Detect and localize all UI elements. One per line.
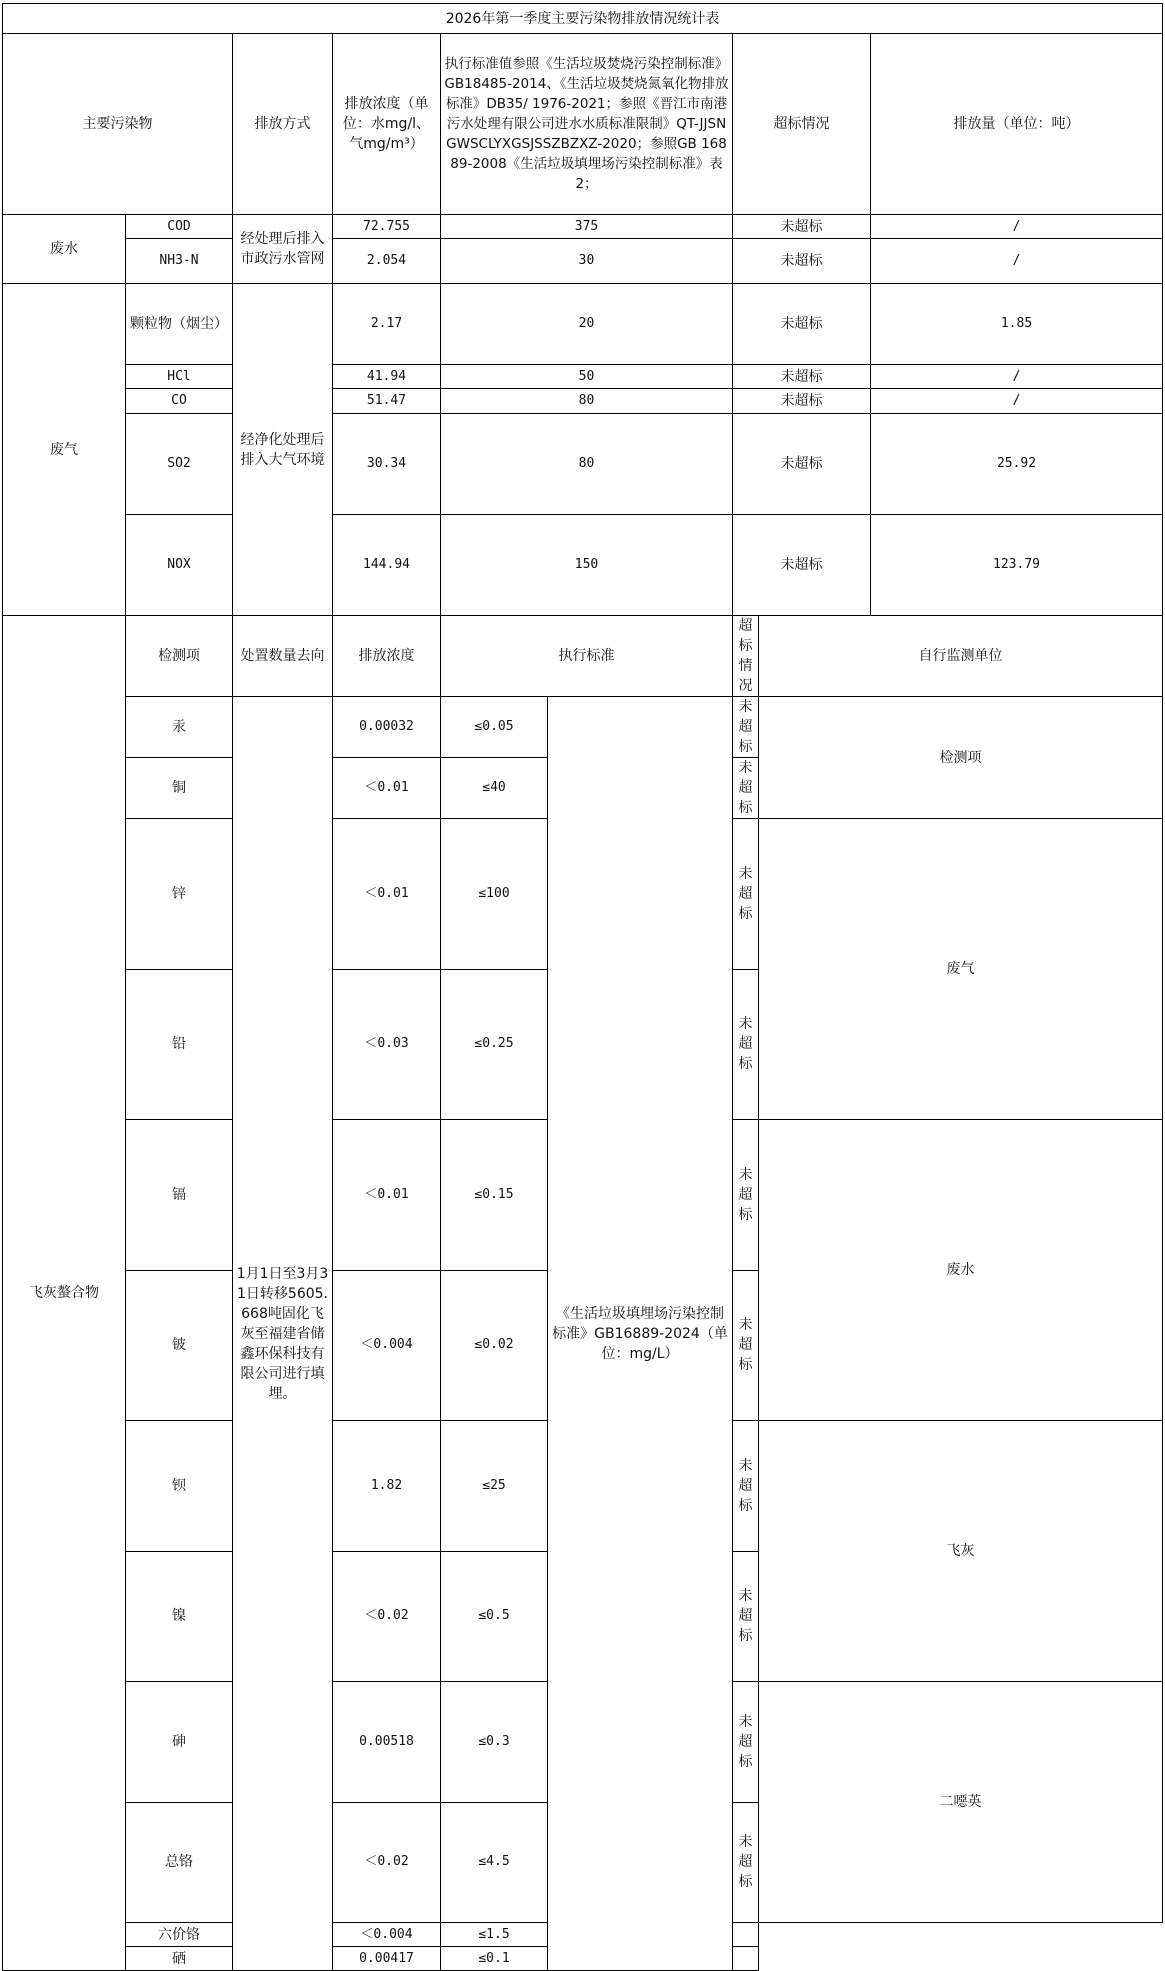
concentration-value: 72.755 [333,215,441,239]
flyash-item: 铜 [126,758,233,819]
flyash-item: 镍 [126,1551,233,1682]
flyash-item: 铅 [126,969,233,1120]
flyash-conc: ＜0.03 [333,969,441,1120]
flyash-standard: 《生活垃圾填埋场污染控制标准》GB16889-2024（单位：mg/L） [548,697,733,1971]
flyash-status: 未超标 [733,819,759,970]
monitor-item: 飞灰 [759,1421,1163,1682]
flyash-status: 未超标 [733,969,759,1120]
header-pollutant: 主要污染物 [3,34,233,215]
monitor-item: 废气 [759,819,1163,1120]
flyash-status: 未超标 [733,1551,759,1682]
flyash-col-exceed: 超标情况 [733,616,759,697]
table-title: 2026年第一季度主要污染物排放情况统计表 [3,4,1163,34]
flyash-conc: 0.00518 [333,1682,441,1803]
flyash-conc: ＜0.01 [333,758,441,819]
flyash-conc: 0.00417 [333,1947,441,1971]
pollutant-item: COD [126,215,233,239]
flyash-conc: 0.00032 [333,697,441,758]
amount-value: 25.92 [871,414,1163,515]
exceed-status: 未超标 [733,284,871,365]
flyash-limit: ≤0.1 [441,1947,548,1971]
concentration-value: 2.054 [333,239,441,284]
flyash-limit: ≤40 [441,758,548,819]
flyash-status [733,1947,759,1971]
flyash-item: 镉 [126,1120,233,1271]
flyash-limit: ≤0.5 [441,1551,548,1682]
concentration-value: 2.17 [333,284,441,365]
exceed-status: 未超标 [733,515,871,616]
flyash-conc: ＜0.004 [333,1923,441,1947]
category-flyash: 飞灰螯合物 [3,616,126,1971]
flyash-limit: ≤0.05 [441,697,548,758]
amount-value: / [871,239,1163,284]
wastewater-method: 经处理后排入市政污水管网 [233,215,333,284]
flyash-status: 未超标 [733,1120,759,1271]
flyash-conc: ＜0.01 [333,1120,441,1271]
pollutant-item: SO2 [126,414,233,515]
flyash-item: 六价铬 [126,1923,233,1947]
category-exhaust: 废气 [3,284,126,616]
flyash-item: 汞 [126,697,233,758]
flyash-col-item: 检测项 [126,616,233,697]
flyash-status [733,1923,759,1947]
exceed-status: 未超标 [733,239,871,284]
flyash-conc: ＜0.02 [333,1551,441,1682]
flyash-status: 未超标 [733,758,759,819]
standard-value: 375 [441,215,733,239]
flyash-item: 总铬 [126,1802,233,1923]
flyash-limit: ≤0.02 [441,1270,548,1421]
header-exceed: 超标情况 [733,34,871,215]
amount-value: / [871,365,1163,389]
category-wastewater: 废水 [3,215,126,284]
flyash-col-conc: 排放浓度 [333,616,441,697]
flyash-col-monitor: 自行监测单位 [759,616,1163,697]
flyash-conc: ＜0.01 [333,819,441,970]
flyash-status: 未超标 [733,1682,759,1803]
flyash-col-std: 执行标准 [441,616,733,697]
pollutant-item: CO [126,389,233,414]
standard-value: 80 [441,389,733,414]
flyash-item: 砷 [126,1682,233,1803]
flyash-limit: ≤4.5 [441,1802,548,1923]
monitor-item: 废水 [759,1120,1163,1421]
standard-value: 80 [441,414,733,515]
flyash-status: 未超标 [733,1270,759,1421]
standard-value: 30 [441,239,733,284]
flyash-limit: ≤1.5 [441,1923,548,1947]
exceed-status: 未超标 [733,389,871,414]
flyash-item: 铍 [126,1270,233,1421]
pollutant-item: NOX [126,515,233,616]
pollutant-item: 颗粒物（烟尘） [126,284,233,365]
header-standard: 执行标准值参照《生活垃圾焚烧污染控制标准》GB18485-2014、《生活垃圾焚烧氮氧化物排放标准》DB35/ 1976-2021；参照《晋江市南港污水处理有限公司进水水质标准限制》QT-JJSNGWSCLYXGSJSSZBZXZ-2020；参照GB 16889-2008《生活垃圾填埋场污染控制标准》表2； [441,34,733,215]
header-concentration: 排放浓度（单位：水mg/l、气mg/m³） [333,34,441,215]
flyash-item: 钡 [126,1421,233,1552]
concentration-value: 144.94 [333,515,441,616]
pollutant-item: NH3-N [126,239,233,284]
flyash-status: 未超标 [733,1802,759,1923]
flyash-disposal: 1月1日至3月31日转移5605.668吨固化飞灰至福建省储鑫环保科技有限公司进行填埋。 [233,697,333,1971]
exceed-status: 未超标 [733,215,871,239]
flyash-item: 锌 [126,819,233,970]
exceed-status: 未超标 [733,365,871,389]
flyash-col-disposal: 处置数量去向 [233,616,333,697]
flyash-conc: 1.82 [333,1421,441,1552]
exhaust-method: 经净化处理后排入大气环境 [233,284,333,616]
concentration-value: 41.94 [333,365,441,389]
amount-value: 123.79 [871,515,1163,616]
flyash-limit: ≤0.25 [441,969,548,1120]
flyash-conc: ＜0.02 [333,1802,441,1923]
flyash-limit: ≤0.3 [441,1682,548,1803]
header-method: 排放方式 [233,34,333,215]
amount-value: / [871,215,1163,239]
monitor-empty [759,1923,1163,1971]
flyash-conc: ＜0.004 [333,1270,441,1421]
flyash-status: 未超标 [733,1421,759,1552]
standard-value: 20 [441,284,733,365]
concentration-value: 30.34 [333,414,441,515]
standard-value: 150 [441,515,733,616]
flyash-item: 硒 [126,1947,233,1971]
amount-value: / [871,389,1163,414]
concentration-value: 51.47 [333,389,441,414]
amount-value: 1.85 [871,284,1163,365]
header-amount: 排放量（单位：吨） [871,34,1163,215]
standard-value: 50 [441,365,733,389]
monitor-col-item: 检测项 [759,697,1163,819]
flyash-limit: ≤0.15 [441,1120,548,1271]
flyash-limit: ≤100 [441,819,548,970]
pollutant-item: HCl [126,365,233,389]
emissions-table [2,3,1163,1971]
flyash-limit: ≤25 [441,1421,548,1552]
exceed-status: 未超标 [733,414,871,515]
monitor-item: 二噁英 [759,1682,1163,1923]
flyash-status: 未超标 [733,697,759,758]
